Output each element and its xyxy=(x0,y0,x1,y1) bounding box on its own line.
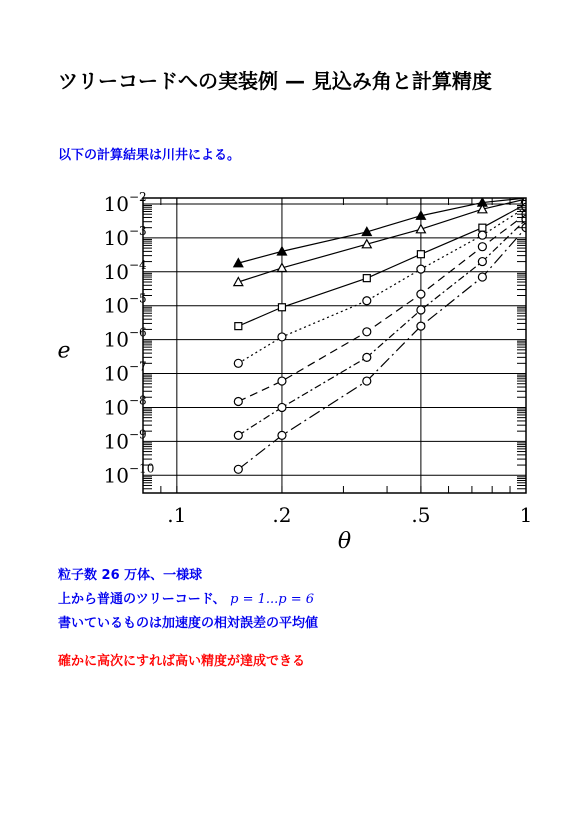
y-tick-label: 10 xyxy=(103,191,129,216)
y-tick-label: 10 xyxy=(103,259,129,284)
series-3-point xyxy=(479,224,486,231)
x-axis-label: θ xyxy=(337,529,352,554)
series-4-point xyxy=(478,231,486,239)
series-4-point xyxy=(278,333,286,341)
notes-particles: 粒子数 26 万体、一様球 xyxy=(58,568,203,583)
y-tick-exponent: −7 xyxy=(129,359,147,374)
y-tick-exponent: −8 xyxy=(129,393,147,408)
y-tick-label: 10 xyxy=(103,327,129,352)
series-6-point xyxy=(478,258,486,266)
series-5-point xyxy=(417,290,425,298)
series-7-point xyxy=(363,377,371,385)
y-tick-label: 10 xyxy=(103,395,129,420)
series-3-point xyxy=(363,275,370,282)
series-5-point xyxy=(278,377,286,385)
y-tick-exponent: −10 xyxy=(129,461,155,476)
notes-order-formula: p = 1...p = 6 xyxy=(230,592,315,607)
y-tick-label: 10 xyxy=(103,361,129,386)
page-title: ツリーコードへの実装例 — 見込み角と計算精度 xyxy=(58,69,492,93)
y-tick-label: 10 xyxy=(103,463,129,488)
series-4-point xyxy=(234,359,242,367)
series-7-point xyxy=(278,431,286,439)
notes-block xyxy=(58,564,318,636)
conclusion-text: 確かに高次にすれば高い精度が達成できる xyxy=(58,654,306,669)
x-tick-label: .1 xyxy=(167,503,187,527)
y-axis-label: e xyxy=(57,338,71,364)
series-4-point xyxy=(363,297,371,305)
credit-text: 以下の計算結果は川井による。 xyxy=(58,148,241,163)
x-tick-label: .5 xyxy=(411,503,431,527)
series-3-point xyxy=(278,304,285,311)
y-tick-exponent: −5 xyxy=(129,291,147,306)
error-vs-opening-angle-chart xyxy=(0,190,579,560)
series-5-point xyxy=(478,243,486,251)
x-tick-label: 1 xyxy=(519,503,533,527)
y-tick-exponent: −6 xyxy=(129,325,147,340)
y-tick-label: 10 xyxy=(103,225,129,250)
x-tick-label: .2 xyxy=(272,503,292,527)
y-tick-exponent: −4 xyxy=(129,257,147,272)
series-6-point xyxy=(363,353,371,361)
series-6-point xyxy=(234,431,242,439)
y-tick-label: 10 xyxy=(103,293,129,318)
notes-series-prefix: 上から普通のツリーコード、 xyxy=(58,592,231,607)
series-5-point xyxy=(234,397,242,405)
series-3-point xyxy=(235,323,242,330)
series-6-point xyxy=(417,306,425,314)
notes-series-order xyxy=(58,588,318,612)
series-5-point xyxy=(363,328,371,336)
y-tick-exponent: −3 xyxy=(129,223,147,238)
series-7-point xyxy=(234,465,242,473)
series-4-point xyxy=(417,265,425,273)
notes-metric: 書いているものは加速度の相対誤差の平均値 xyxy=(58,616,319,631)
y-tick-label: 10 xyxy=(103,429,129,454)
y-tick-exponent: −9 xyxy=(129,427,147,442)
series-7-point xyxy=(417,322,425,330)
series-3-point xyxy=(417,251,424,258)
series-7-point xyxy=(478,273,486,281)
series-6-point xyxy=(278,403,286,411)
y-tick-exponent: −2 xyxy=(129,190,147,204)
